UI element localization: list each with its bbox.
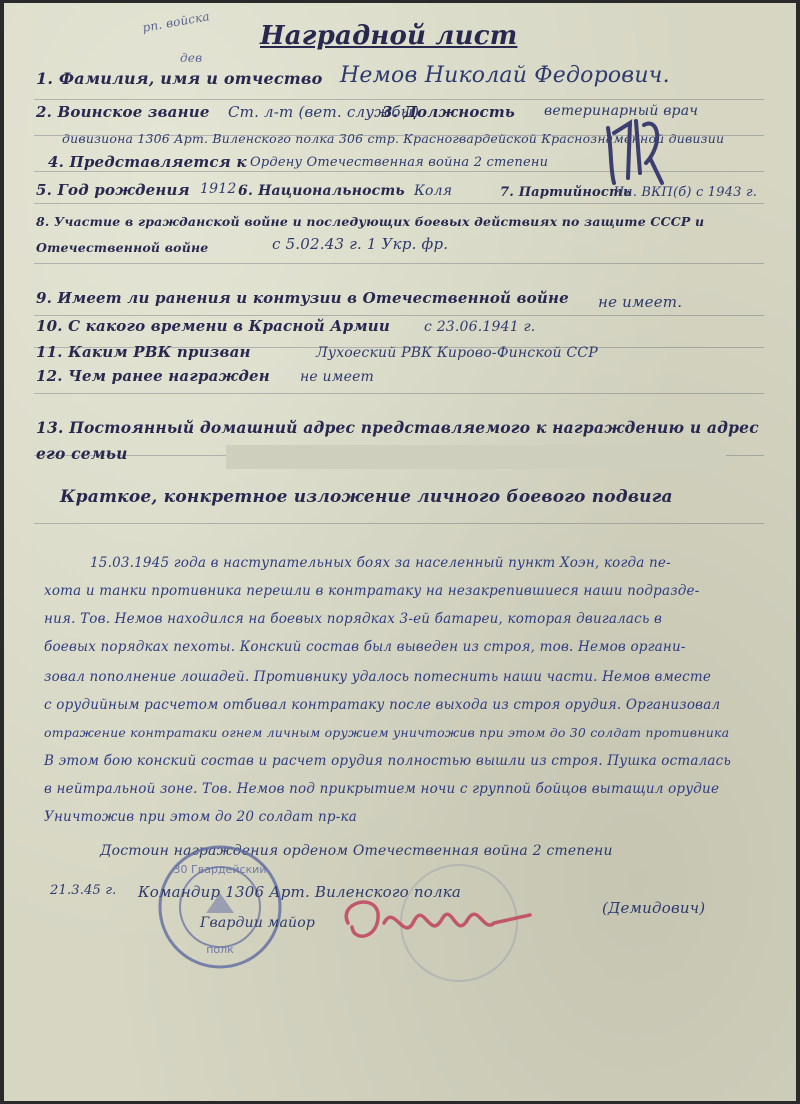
date: 21.3.45 г. [50,883,117,898]
feat-line: с орудийным расчетом отбивал контратаку после выхода из строя орудия. Организовал [44,697,721,713]
item4-label: 4. Представляется к [48,153,247,171]
ruled-line [34,99,764,100]
item11-label: 11. Каким РВК призван [36,343,251,361]
ruled-line [34,393,764,394]
item4-value: Ордену Отечественная война 2 степени [250,155,549,170]
item12-value: не имеет [300,369,375,385]
item9-value: не имеет. [598,293,683,311]
item10-label: 10. С какого времени в Красной Армии [36,317,391,335]
item7-value: Чл. ВКП(б) с 1943 г. [614,185,758,200]
feat-heading: Краткое, конкретное изложение личного боевого подвига [60,487,673,507]
feat-line: 15.03.1945 года в наступательных боях за населенный пункт Хоэн, когда пе- [90,555,671,571]
feat-line: В этом бою конский состав и расчет орудия полностью вышли из строя. Пушка осталась [44,753,731,769]
item3-label: 3. Должность [382,103,516,121]
item13-label: 13. Постоянный домашний адрес представляемого к награждению и адрес его семьи [36,418,759,463]
award-sheet [4,3,796,1101]
item5-value: 1912 [200,181,237,197]
item12-label: 12. Чем ранее награжден [36,367,270,385]
ruled-line [34,315,764,316]
redacted-address [226,445,726,469]
corner-note: рп. войска [141,9,211,35]
ruled-line [34,523,764,524]
red-signature-icon [334,883,534,953]
item3-value: ветеринарный врач [544,103,699,119]
feat-line: в нейтральной зоне. Тов. Немов под прикрытием ночи с группой бойцов вытащил орудие [44,781,720,797]
handwritten-mark-icon [600,113,670,188]
svg-text:30 Гвардейский: 30 Гвардейский [173,863,267,876]
ruled-line [34,263,764,264]
item6-value: Коля [414,183,453,199]
item8-value: с 5.02.43 г. 1 Укр. фр. [272,235,449,253]
feat-line: ния. Тов. Немов находился на боевых порядках 3-ей батареи, которая двигалась в [44,611,663,627]
signature-line-2: Гвардии майор [200,915,316,931]
item5-label: 5. Год рождения [36,181,190,199]
conclusion: Достоин награждения орденом Отечественная война 2 степени [100,843,613,859]
ruled-line [34,203,764,204]
item10-value: с 23.06.1941 г. [424,319,536,335]
svg-text:полк: полк [206,943,234,956]
feat-line: Уничтожив при этом до 20 солдат пр-ка [44,809,357,825]
item1-label: 1. Фамилия, имя и отчество [36,69,323,88]
round-stamp-icon [156,843,284,971]
feat-line: зовал пополнение лошадей. Противнику удалось потеснить наши части. Немов вместе [44,669,712,685]
signature-line-1: Командир 1306 Арт. Виленского полка [138,883,462,901]
feat-line: боевых порядках пехоты. Конский состав был выведен из строя, тов. Немов органи- [44,639,686,655]
feat-line: отражение контратаки огнем личным оружием уничтожив при этом до 30 солдат противника [44,725,730,740]
item2-value: Ст. л-т (вет. службы) [228,103,420,121]
item3-continued: дивизиона 1306 Арт. Виленского полка 306 стр. Красногвардейской Краснознаменной дивизии [62,131,725,146]
item6-label: 6. Национальность [238,183,405,199]
signature-name: (Демидович) [602,899,706,917]
item1-value: Немов Николай Федорович. [340,63,670,88]
item2-label: 2. Воинское звание [36,103,210,121]
item9-label: 9. Имеет ли ранения и контузии в Отечественной войне [36,289,569,307]
item7-label: 7. Партийность [500,185,632,200]
item8-label: 8. Участие в гражданской войне и последующих боевых действиях по защите СССР и Отечественной войне [36,214,705,255]
corner-note-sub: дев [180,51,203,65]
document-title: Наградной лист [260,21,518,51]
feat-line: хота и танки противника перешли в контратаку на незакрепившиеся наши подразде- [44,583,700,599]
item11-value: Лухоеский РВК Кирово-Финской ССР [316,345,598,361]
